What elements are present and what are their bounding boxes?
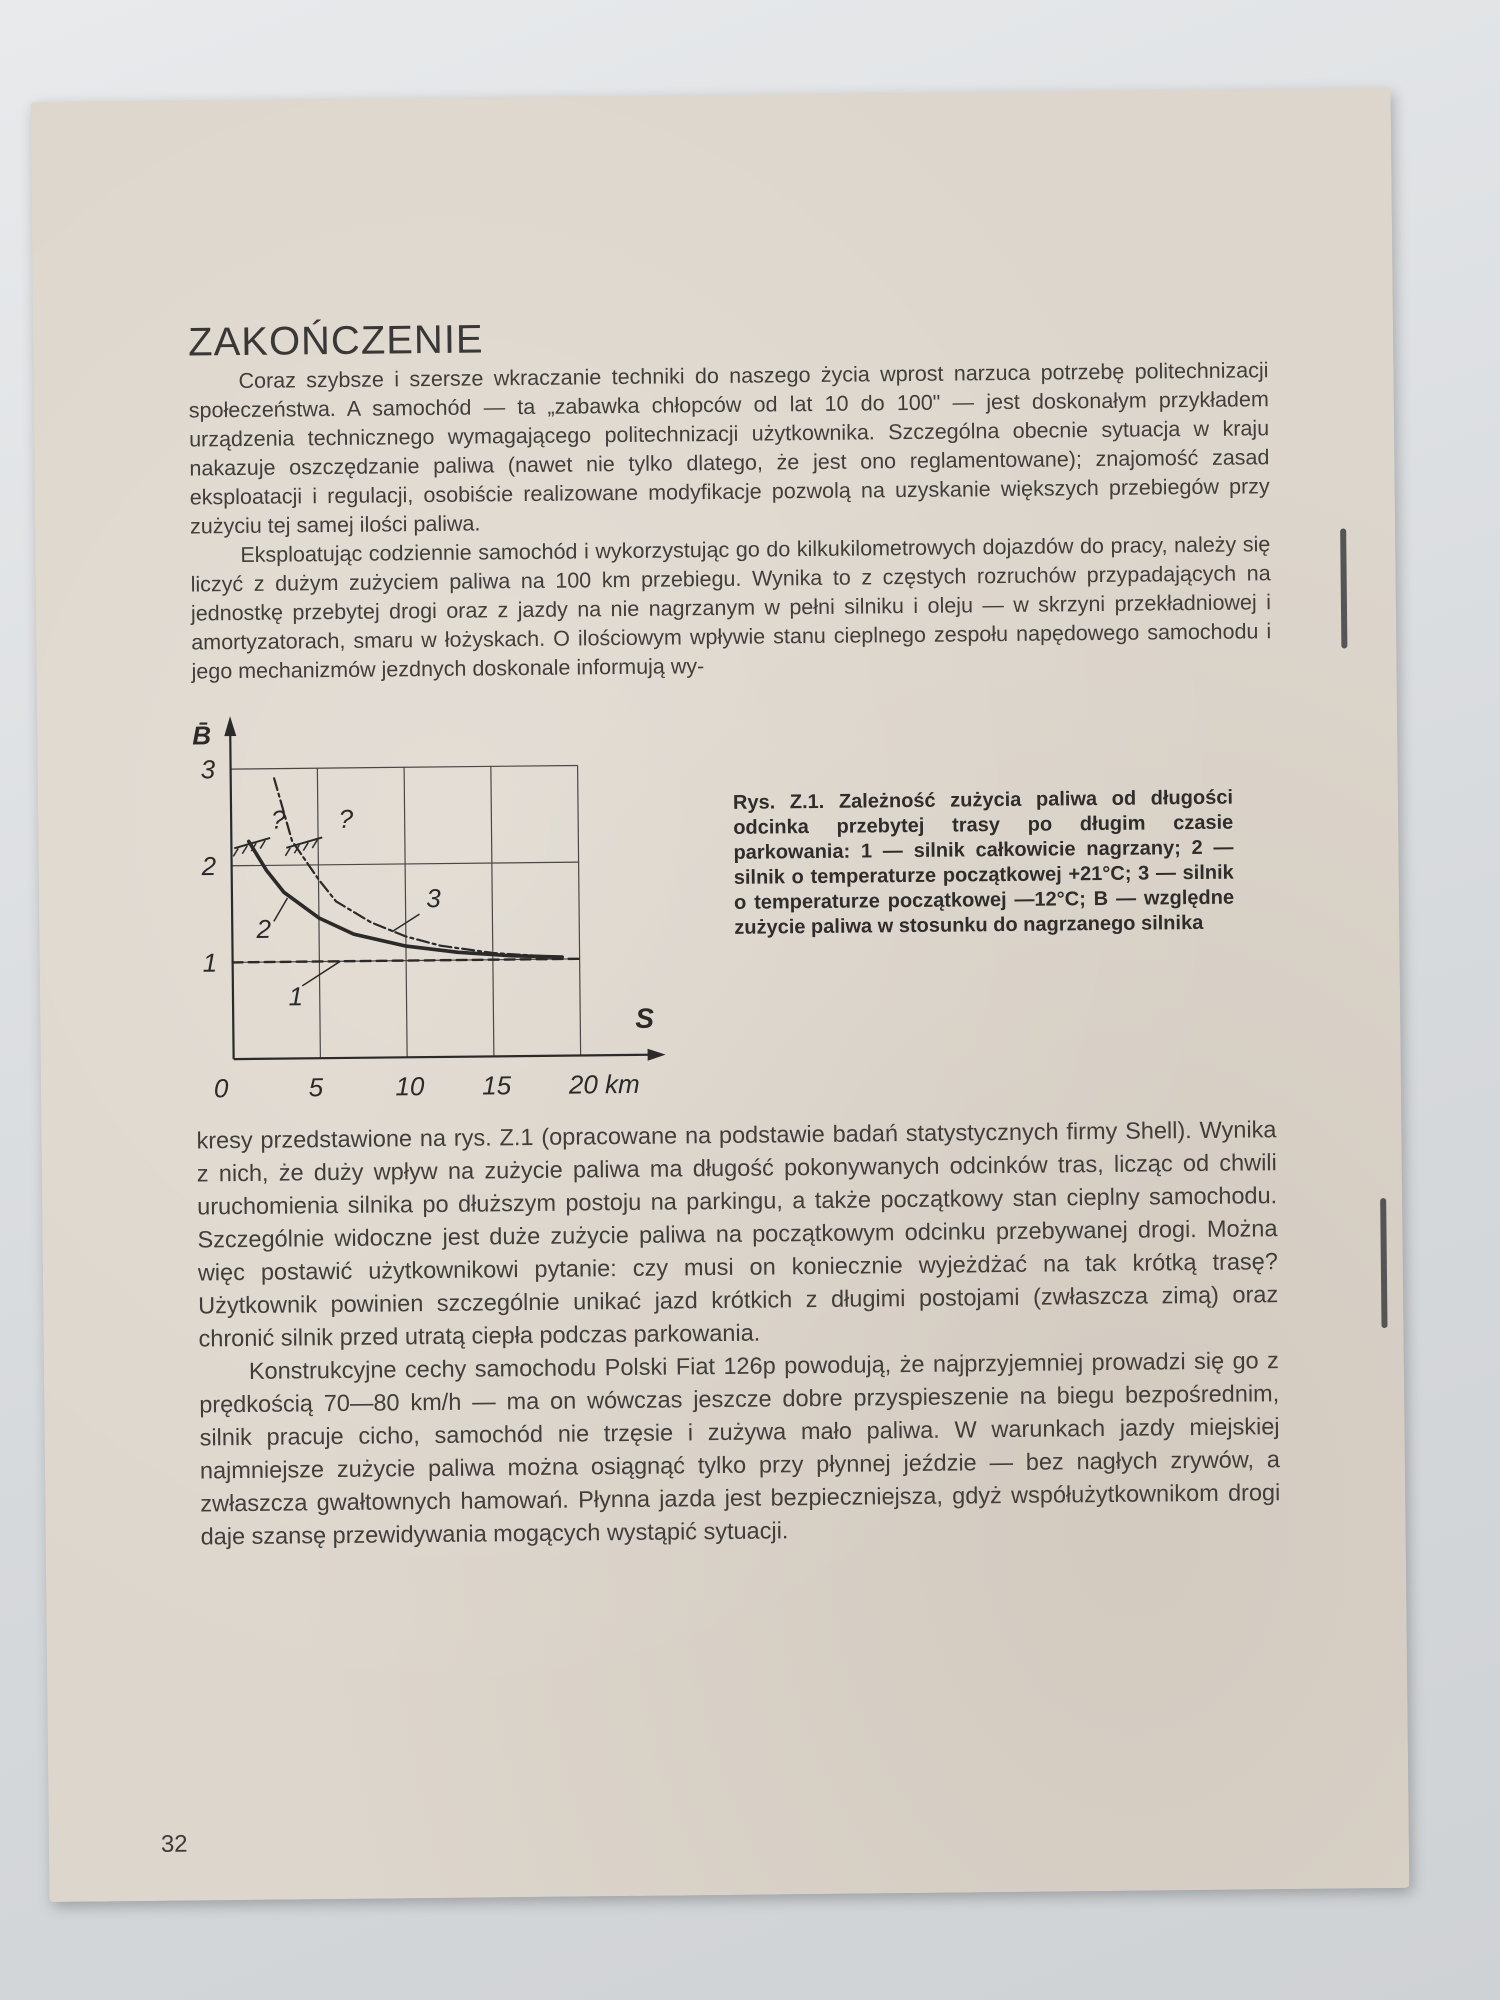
fuel-consumption-chart [192,709,696,1104]
page-number: 32 [160,1830,188,1858]
series-label-leader [274,898,288,921]
figure-caption: Rys. Z.1. Zależność zużycia paliwa od długości odcinka przebytej trasy po długim czasie parkowania: 1 — silnik całkowicie nagrzany; 2 — silnik o temperaturze początkowej +21°C; 3 — silnik o temperaturze początkowej —12°C; B — względne zużycie paliwa w stosunku do nagrzanego silnika [732,786,1235,939]
y-tick-label: 3 [200,754,216,785]
staple [1340,528,1347,648]
page-title: ZAKOŃCZENIE [187,317,484,365]
figure [192,703,1276,1104]
start-marker-hatch [285,848,290,856]
x-tick-label: 15 [482,1070,512,1101]
grid-line-vertical [404,767,407,1057]
annotation-question-mark: ? [270,804,286,835]
y-axis-arrow [224,716,236,736]
booklet-page [31,88,1410,1902]
x-tick-label: 20 km [568,1068,640,1100]
paragraph: Konstrukcyjne cechy samochodu Polski Fiat 126p powodują, że najprzyjemniej prowadzi się go z prędkością 70—80 km/h — ma on wówczas jeszcze dobre przyspieszenie na biegu bezpośrednim, silnik pracuje cicho, samochód nie trzęsie i zużywa mało paliwa. W warunkach jazdy miejskiej najmniejsze zużycie paliwa można osiągnąć tylko przy płynnej jeździe — bez nagłych zrywów, a zwłaszcza gwałtownych hamowań. Płynna jazda jest bezpieczniejsza, gdyż współużytkownikom drogi daje szansę przewidywania mogących wystąpić sytuacji. [199,1347,1281,1550]
staple [1380,1198,1387,1328]
paragraph: Eksploatując codziennie samochód i wykorzystując go do kilkukilometrowych dojazdów do pracy, należy się liczyć z dużym zużyciem paliwa na 100 km przebiegu. Wynika to z częstych rozruchów przypadających na jednostkę przebytej drogi oraz z jazdy na nie nagrzanym w pełni silniku i oleju — w skrzyni przekładniowej i amortyzatorach, smaru w łożyskach. O ilościowym wpływie stanu cieplnego zespołu napędowego samochodu i jego mechanizmów jezdnych doskonale informują wy- [190,532,1272,684]
x-tick-label: 10 [395,1071,425,1102]
chart-svg [192,709,696,1104]
paragraph: Coraz szybsze i szersze wkraczanie techniki do naszego życia wprost narzuca potrzebę politechnizacji społeczeństwa. A samochód — ta „zabawka chłopców od lat 10 do 100" — jest doskonałym przykładem urządzenia technicznego wymagającego politechnizacji użytkownika. Szczególna obecnie sytuacja w kraju nakazuje oszczędzanie paliwa (nawet nie tylko dlatego, że jest ono reglamentowane); znajomość zasad eksploatacji i regulacji, osobiście realizowane modyfikacje pozwolą na uzyskanie większych przebiegów przy zużyciu tej samej ilości paliwa. [188,358,1270,539]
grid-line-vertical [578,765,581,1055]
start-marker-hatch [260,841,265,849]
series-label: 1 [288,981,304,1012]
page-content [188,309,1281,1553]
start-marker-hatch [312,840,317,848]
series-label: 3 [426,883,441,914]
x-axis [234,1055,656,1059]
x-tick-label: 0 [213,1073,229,1104]
y-axis-label: B̄ [192,720,212,751]
annotation-question-mark: ? [338,803,354,834]
series-label-leader [302,961,340,986]
x-axis-label: S [635,1002,655,1034]
x-axis-arrow [648,1049,666,1061]
grid-line-vertical [491,766,494,1056]
start-marker-hatch [303,843,308,851]
y-axis [230,726,233,1059]
series-label: 2 [256,913,272,945]
start-marker-hatch [242,846,247,854]
grid-line-vertical [317,768,320,1058]
paragraph: kresy przedstawione na rys. Z.1 (opracowane na podstawie badań statystycznych firmy Shell). Wynika z nich, że duży wpływ na zużycie paliwa ma długość pokonywanych odcinków tras, licząc od chwili uruchomienia silnika po dłuższym postoju na parkingu, a także początkowy stan cieplny samochodu. Szczególnie widoczne jest duże zużycie paliwa na początkowym odcinku przebywanej drogi. Można więc postawić użytkownikowi pytanie: czy musi on koniecznie wyjeżdżać na tak krótką trasę? Użytkownik powinien szczególnie unikać jazd krótkich z długimi postojami (zwłaszcza zimą) oraz chronić silnik przed utratą ciepła podczas parkowania. [196,1116,1279,1352]
y-tick-label: 1 [202,947,218,978]
y-tick-label: 2 [201,850,217,882]
x-tick-label: 5 [308,1072,324,1103]
start-marker-hatch [233,848,238,856]
